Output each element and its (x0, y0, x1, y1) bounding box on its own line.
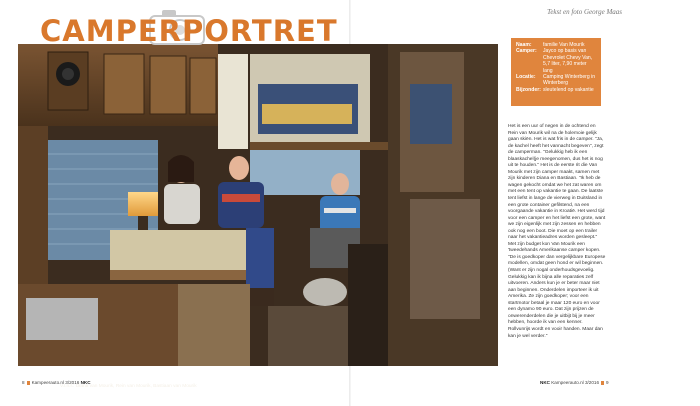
footer-brand: NKC (540, 380, 550, 385)
info-box (511, 38, 601, 106)
info-row (516, 74, 597, 87)
footer-brand: NKC (80, 380, 91, 385)
article-body (508, 124, 606, 340)
info-row (516, 87, 597, 93)
page-number: 9 (606, 380, 609, 385)
photo-credit: Tekst en foto George Maas (547, 8, 622, 16)
accent-square-icon (27, 381, 30, 385)
info-value: sleutelend op vakantie (543, 86, 594, 93)
footer-site: Kampeerauto.nl 3/2016 (31, 380, 80, 385)
article-paragraph: Het is een uur of negen in de ochtend en Rein van Mourik wil na de holemoie gelijk gaan skiën. Het is wat fris in de camper. "Ja, de kachel heeft het vannacht begeven", zegt de camperman. "Gelukkig heb ik een blaaskachel(je meegenomen, dus het is nog uit te houden." Het is de eerste rit die Van Mourik met zijn camper maakt, samen met zijn kinderen Diana en Bastiaan. "Ik heb de wagen gekocht omdat we het zat waren om met een tent op vakantie te gaan. De laatste tent liefst in lange de vierweg in Duitsland in een grote container gefilstend, na een voorgaande vakantie in Kroatië. Het werd tijd voor een camper en het liefst een grote, want we zijn eigenlijk met zijn zessen en hebben ook nog een boot. Die moet op een trailer naar het vakantieadres worden gesleept." Met zijn budget kon Van Mourik een 'tweedehands Amerikaanse camper kopen. "De is goedkoper dan vergelijkbare Europese modellen, omdat geen hond er wil beginnen. (Want er zijn nogal onderhoudsgevoelig. Gelukkig kan ik bijna alle reparaties zelf uitvoeren. Anders kun je er beter maar niet aan beginnen. Onderdelen importeer ik uit Amerika. Ze zijn goedkoper; voor een startmotor betaal je maar 120 euro en voor een dynamo 90 euro. Dat zijn prijzen de onwerenderdelen die je uitbijt bij je meer hebben, hoorde ik van een kenner. Rollvunrijs wordt en vooir handen. Maar dan kan je wel verder." (508, 124, 606, 339)
footer-site: Kampeerauto.nl 3/2016 (551, 380, 599, 385)
info-value: familie Van Mourik (543, 42, 585, 48)
page-number: 8 (22, 380, 25, 385)
info-table (516, 42, 597, 93)
accent-square-icon (601, 381, 604, 385)
info-value: Camping Winterberg in Winterberg (543, 74, 596, 87)
footer-right (540, 380, 609, 385)
info-value: Jayco op basis van Chevrolet Chevy Van, 5,7 liter, 7,90 meter lang (543, 48, 593, 74)
info-key: Camper: (516, 48, 537, 55)
info-key: Naam: (516, 42, 532, 48)
info-key: Locatie: (516, 74, 536, 81)
photo-caption: V.l.n.r.: Diana van Mourik, Rein van Mourik, Bastiaan van Mourik (60, 384, 197, 389)
page-title: CAMPERPORTRET (40, 14, 338, 48)
info-row (516, 48, 597, 74)
info-key: Bijzonder: (516, 86, 541, 93)
